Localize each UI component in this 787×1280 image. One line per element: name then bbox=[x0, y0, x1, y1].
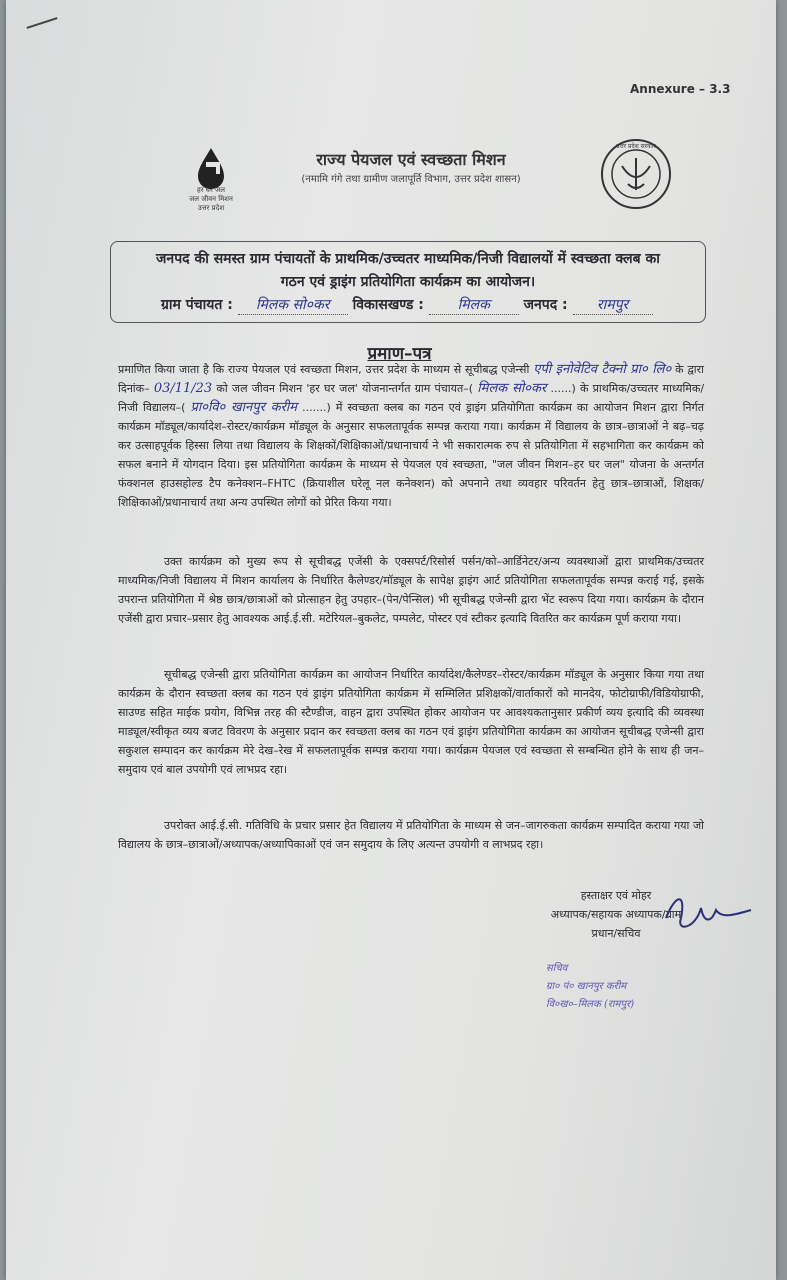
gram-panchayat-label: ग्राम पंचायत : bbox=[161, 297, 233, 313]
mission-subtitle: (नमामि गंगे तथा ग्रामीण जलापूर्ति विभाग, उत्तर प्रदेश शासन) bbox=[301, 174, 521, 185]
document-page bbox=[6, 0, 776, 1280]
paragraph-3: सूचीबद्ध एजेन्सी द्वारा प्रतियोगिता कार्यक्रम का आयोजन निर्धारित कार्यादेश/कैलेण्डर–रोस्टर/कार्यक्रम मॉड्यूल के अनुसार किया गया तथा कार्यक्रम के दौरान स्वच्छता क्लब का गठन एवं ड्राइंग प्रतियोगिता कार्यक्रम में सम्मिलित प्रशिक्षकों/वार्ताकारों को मानदेय, फोटोग्राफी/विडियोग्राफी, साउण्ड सहित माईक प्रयोग, विभिन्न तरह की स्टैण्डीज, वाहन द्वारा उपस्थित होकर आयोजन पर आवश्यकतानुसार प्रकीर्ण व्यय इत्यादि की व्यवस्था माड्यूल/स्वीकृत व्यय बजट विवरण के अनुसार प्रदान कर स्वच्छता क्लब का गठन एवं ड्राइंग प्रतियोगिता कार्यक्रम का आयोजन सूचीबद्ध एजेन्सी द्वारा सकुशल सम्पादन कर कार्यक्रम मेरे देख–रेख में सफलतापूर्वक सम्पन्न कराया गया। कार्यक्रम पेयजल एवं स्वच्छता से सम्बन्धित होने के साथ ही जन–समुदाय एवं बाल उपयोगी एवं लाभप्रद रहा। bbox=[118, 668, 704, 776]
p1-text-b: के द्वारा दिनांक– bbox=[118, 363, 704, 395]
handwritten-signature-icon bbox=[656, 888, 756, 938]
annexure-label: Annexure – 3.3 bbox=[630, 82, 731, 96]
agency-handwritten: एपी इनोवेटिव टैक्नो प्रा० लि० bbox=[533, 362, 672, 377]
certificate-title: प्रमाण–पत्र bbox=[367, 344, 432, 364]
p1-text-a: प्रमाणित किया जाता है कि राज्य पेयजल एवं स्वच्छता मिशन, उत्तर प्रदेश के माध्यम से सूचीबद्ध एजेन्सी bbox=[118, 363, 530, 376]
location-row bbox=[161, 295, 653, 315]
gram-panchayat-handwritten: मिलक सो०कर bbox=[477, 381, 547, 396]
program-title-box bbox=[110, 241, 706, 323]
janpad-value: रामपुर bbox=[573, 295, 653, 315]
paragraph-1 bbox=[118, 360, 704, 512]
vikaskhand-value: मिलक bbox=[429, 295, 519, 315]
signature-line-3: प्रधान/सचिव bbox=[591, 927, 641, 940]
paragraph-4: उपरोक्त आई.ई.सी. गतिविधि के प्रचार प्रसार हेत विद्यालय में प्रतियोगिता के माध्यम से जन–जागरुकता कार्यक्रम सम्पादित कराया गया जो विद्यालय के छात्र–छात्राओं/अध्यापक/अध्यापिकाओं एवं जन समुदाय के लिए अत्यन्त उपयोगी व लाभप्रद रहा। bbox=[118, 819, 704, 851]
p1-text-c: को जल जीवन मिशन 'हर घर जल' योजनान्तर्गत ग्राम पंचायत–( bbox=[216, 382, 474, 395]
school-handwritten: प्रा०वि० खानपुर करीम bbox=[190, 400, 298, 415]
up-govt-emblem-icon bbox=[598, 136, 674, 212]
mission-title: राज्य पेयजल एवं स्वच्छता मिशन bbox=[316, 150, 506, 169]
date-handwritten: 03/11/23 bbox=[153, 381, 213, 396]
pen-mark bbox=[26, 17, 57, 29]
signature-line-2: अध्यापक/सहायक अध्यापक/ग्राम bbox=[550, 908, 682, 921]
p1-text-e: .......) में स्वच्छता क्लब का गठन एवं ड्राइंग प्रतियोगिता कार्यक्रम का आयोजन मिशन द्वारा निर्गत कार्यक्रम मॉड्यूल/कार्यादेश–रोस्टर/कार्यक्रम मॉड्यूल के अनुसार सफलतापूर्वक सम्पन्न कराया गया। कार्यक्रम में विद्यालय के छात्र–छात्राओं ने बढ़–चढ़ कर उत्साहपूर्वक हिस्सा लिया तथा विद्यालय के शिक्षकों/शिक्षिकाओं/प्रधानाचार्य ने भी सकारात्मक रुप से प्रतियोगिता में सहभागिता कर कार्यक्रम को सफल बनाने में योगदान दिया। इस प्रतियोगिता कार्यक्रम के माध्यम से पेयजल एवं स्वच्छता, "जल जीवन मिशन–हर घर जल" योजना के अन्तर्गत फंक्शनल हाउसहोल्ड टैप कनेक्शन–FHTC (क्रियाशील घरेलू नल कनेक्शन) को अपनाने तथा व्यवहार परिवर्तन हेतु छात्र–छात्राओं, शिक्षक/शिक्षिकाओं/प्रधानाचार्य तथा अन्य उपस्थित लोगों को प्रेरित किया गया। bbox=[118, 401, 704, 509]
janpad-label: जनपद : bbox=[523, 297, 568, 313]
left-logo-caption bbox=[176, 186, 246, 213]
box-line-1: जनपद की समस्त ग्राम पंचायतों के प्राथमिक/उच्चतर माध्यमिक/निजी विद्यालयों में स्वच्छता क्लब का bbox=[156, 251, 660, 267]
stamp-line-2: ग्रा० पं० खानपुर करीम bbox=[546, 981, 627, 992]
box-line-2: गठन एवं ड्राइंग प्रतियोगिता कार्यक्रम का आयोजन। bbox=[280, 274, 536, 290]
stamp-line-3: वि०ख०–मिलक (रामपुर) bbox=[546, 999, 635, 1010]
emblem-text: उत्तर प्रदेश सरकार bbox=[616, 143, 656, 150]
stamp-line-1: सचिव bbox=[546, 963, 568, 974]
p1-text-d: ......) के प्राथमिक/उच्चतर माध्यमिक/निजी विद्यालय–( bbox=[118, 382, 705, 414]
gram-panchayat-value: मिलक सो०कर bbox=[238, 295, 348, 315]
left-logo-line: हर घर जल जल जीवन मिशन उत्तर प्रदेश bbox=[189, 186, 233, 212]
paragraph-2: उक्त कार्यक्रम को मुख्य रूप से सूचीबद्ध एजेंसी के एक्सपर्ट/रिसोर्स पर्सन/को–आर्डिनेटर/अन्य व्यवस्थाओं द्वारा प्राथमिक/उच्चतर माध्यमिक/निजी विद्यालय में मिशन कार्यालय के निर्धारित कैलेण्डर/मॉड्यूल के सापेक्ष ड्राइंग आर्ट प्रतियोगिता सफलतापूर्वक सम्पन्न कराई गई, इसके उपरान्त प्रतियोगिता में श्रेष्ठ छात्र/छात्राओं को प्रोत्साहन हेतु उपहार–(पेन/पेन्सिल) भी सूचीबद्ध एजेन्सी द्वारा भेंट स्वरूप दिया गया। कार्यक्रम के दौरान एजेंसी द्वारा प्रचार–प्रसार हेतु आवश्यक आई.ई.सी. मटेरियल–बुकलेट, पम्पलेट, पोस्टर एवं स्टीकर इत्यादि वितरित कर कार्यक्रम पूर्ण कराया गया। bbox=[118, 555, 704, 625]
official-stamp bbox=[546, 960, 634, 1014]
signature-line-1: हस्ताक्षर एवं मोहर bbox=[580, 889, 652, 902]
vikaskhand-label: विकासखण्ड : bbox=[352, 297, 424, 313]
